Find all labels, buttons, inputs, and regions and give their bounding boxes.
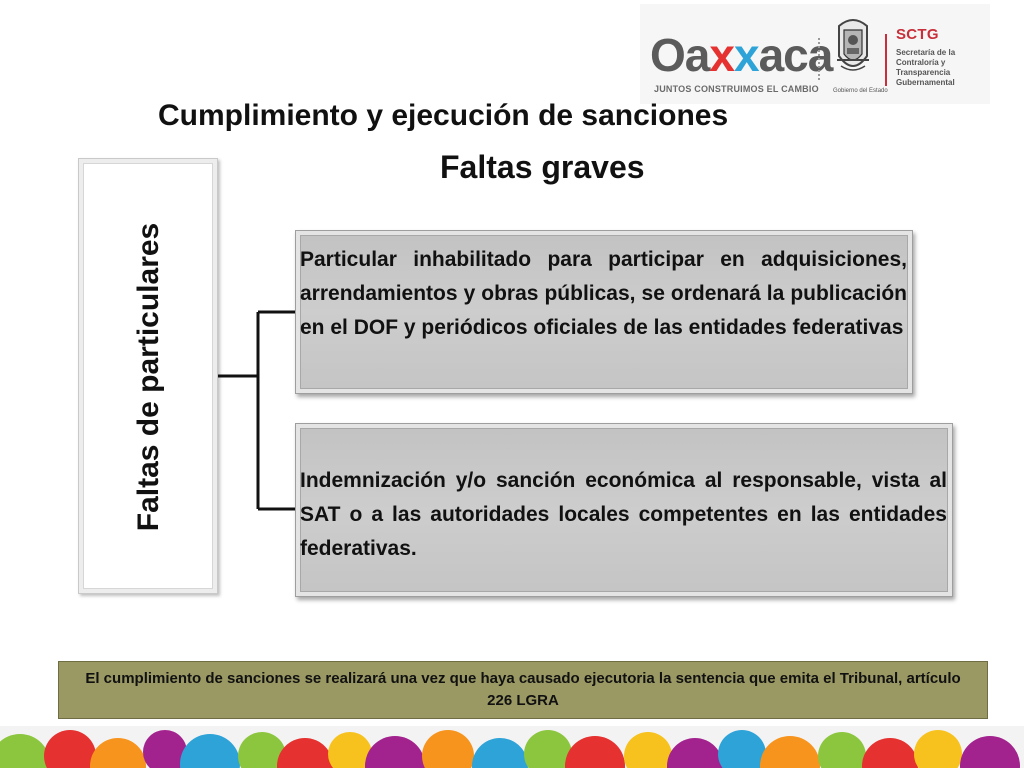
decorative-color-band bbox=[0, 726, 1024, 768]
sctg-separator bbox=[885, 34, 887, 86]
diagram-item-2: Indemnización y/o sanción económica al responsable, vista al SAT o a las autoridades locales competentes en las entidades federativas. bbox=[295, 423, 953, 597]
crest-caption: Gobierno del Estado bbox=[833, 88, 888, 94]
sctg-name: Secretaría de la Contraloría y Transparencia Gubernamental bbox=[896, 48, 956, 87]
sctg-acronym: SCTG bbox=[896, 26, 939, 43]
root-label: Faltas de particulares bbox=[132, 222, 165, 532]
root-label-box bbox=[78, 158, 218, 594]
logo-separator bbox=[818, 38, 822, 80]
page-subtitle: Faltas graves bbox=[440, 149, 645, 185]
oaxaca-logo: Oaxxaca bbox=[650, 29, 833, 81]
diagram-item-1: Particular inhabilitado para participar en adquisiciones, arrendamientos y obras públicas, se ordenará la publicación en el DOF y periódicos oficiales de las entidades federativas bbox=[295, 230, 913, 394]
page-title: Cumplimiento y ejecución de sanciones bbox=[158, 99, 729, 132]
oaxaca-slogan: JUNTOS CONSTRUIMOS EL CAMBIO bbox=[654, 84, 819, 94]
footer-note: El cumplimiento de sanciones se realizará una vez que haya causado ejecutoria la sentencia que emita el Tribunal, artículo 226 LGRA bbox=[58, 661, 988, 719]
header-logos bbox=[640, 4, 990, 104]
state-crest-icon bbox=[835, 16, 871, 78]
